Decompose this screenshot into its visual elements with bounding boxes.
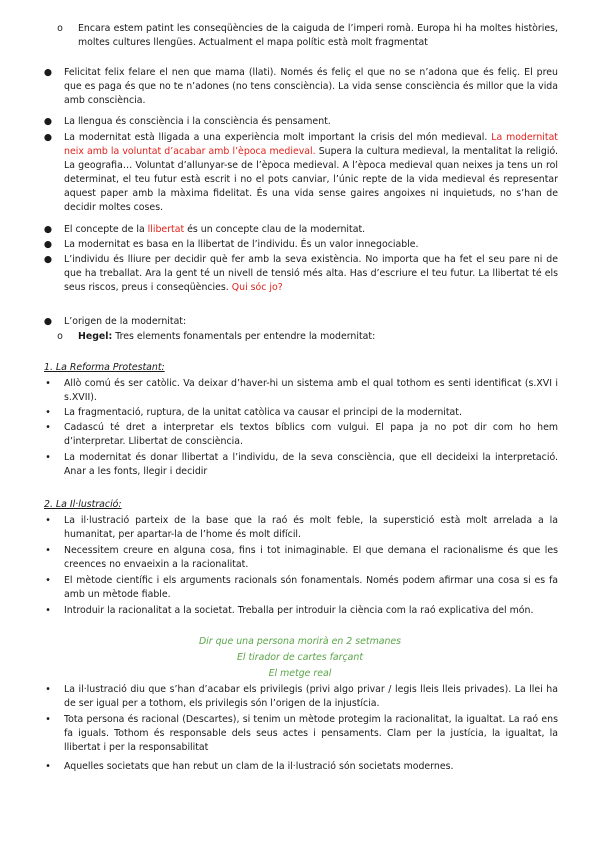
paragraph-illustracio-2: Necessitem creure en alguna cosa, fins i tot inimaginable. El que demana el racionalisme és que les creences no envaeixin a la racionalitat. bbox=[64, 545, 558, 570]
paragraph-illustracio-7: Aquelles societats que han rebut un clam de la il·lustració són societats modernes. bbox=[64, 761, 454, 772]
paragraph-origen: L’origen de la modernitat: bbox=[64, 316, 187, 327]
bullet-marker: ● bbox=[43, 224, 53, 235]
paragraph-illustracio-4: Introduir la racionalitat a la societat. Treballa per introduir la ciència com la raó explicativa del món. bbox=[64, 605, 534, 616]
bullet-marker: • bbox=[45, 515, 51, 526]
bullet-marker: ● bbox=[43, 132, 53, 143]
quote-line-1: Dir que una persona morirà en 2 setmanes bbox=[198, 636, 402, 647]
text-run: Tres elements fonamentals per entendre la modernitat: bbox=[112, 331, 376, 342]
text-run: Supera la cultura medieval, la mentalitat la religió. La geografia… Voluntat d’allunyar-se de l’època medieval. A l’època medieval quan neixes ja tens un rol determinat, el teu futur està escrit i no el pots canviar, l’únic repte de la vida medieval és representar aquest paper amb la màxima fidelitat. És una vida sense gaires angoixes ni inquietuds, no s’han de decidir moltes coses. bbox=[64, 146, 558, 213]
bullet-marker: ● bbox=[43, 67, 53, 78]
text-run: El concepte de la bbox=[64, 224, 148, 235]
bullet-marker: • bbox=[45, 684, 51, 695]
bullet-marker: • bbox=[45, 575, 51, 586]
paragraph-llengua: La llengua és consciència i la consciència és pensament. bbox=[64, 116, 331, 127]
paragraph-roman-empire: Encara estem patint les conseqüències de la caiguda de l’imperi romà. Europa hi ha moltes històries, moltes cultures llengües. Actualment el mapa polític està molt fragmentat bbox=[78, 23, 558, 48]
text-run: La modernitat està lligada a una experiència molt important la crisis del món medieval. bbox=[64, 132, 492, 143]
paragraph-individu-lliure bbox=[64, 253, 558, 295]
paragraph-illustracio-3: El mètode científic i els arguments racionals són fonamentals. Només podem afirmar una cosa si es fa amb un mètode fiable. bbox=[64, 575, 558, 600]
bullet-marker: • bbox=[45, 378, 51, 389]
bullet-marker: • bbox=[45, 452, 51, 463]
sub-bullet-marker: o bbox=[57, 23, 63, 34]
highlight-red: llibertat bbox=[147, 224, 185, 235]
paragraph-llibertat bbox=[64, 223, 558, 237]
bullet-marker: • bbox=[45, 761, 51, 772]
text-run: és un concepte clau de la modernitat. bbox=[184, 224, 366, 235]
quote-line-3: El metge real bbox=[268, 668, 332, 679]
paragraph-reforma-3: Cadascú té dret a interpretar els textos bíblics com vulgui. El papa ja no pot dir com ho hem d’interpretar. Llibertat de consciència. bbox=[64, 422, 558, 447]
bullet-marker: • bbox=[45, 422, 51, 433]
heading-illustracio: 2. La Il·lustració: bbox=[44, 499, 122, 510]
paragraph-individu: La modernitat es basa en la llibertat de l’individu. És un valor innegociable. bbox=[64, 239, 419, 250]
paragraph-hegel bbox=[78, 330, 558, 344]
bullet-marker: ● bbox=[43, 239, 53, 250]
bullet-marker: • bbox=[45, 605, 51, 616]
paragraph-felicitat: Felicitat felix felare el nen que mama (llati). Només és feliç el que no se n’adona que és feliç. El preu que es paga és que no te n’adones (no tens consciència). La vida sense consciència és millor que la vida amb consciència. bbox=[64, 67, 558, 106]
bullet-marker: ● bbox=[43, 254, 53, 265]
paragraph-reforma-4: La modernitat és donar llibertat a l’individu, de la seva consciència, que ell decideixi la interpretació. Anar a les fonts, llegir i decidir bbox=[64, 452, 558, 477]
paragraph-illustracio-6: Tota persona és racional (Descartes), si tenim un mètode protegim la racionalitat, la igualtat. La raó ens fa iguals. Tothom és responsable dels seus actes i pensaments. Clam per la justícia, la igualtat, la llibertat i per la responsabilitat bbox=[64, 714, 558, 753]
paragraph-illustracio-1: La il·lustració parteix de la base que la raó és molt feble, la superstició està molt arrelada a la humanitat, per apartar-la de l’home és molt difícil. bbox=[64, 515, 558, 540]
hegel-label: Hegel: bbox=[78, 331, 113, 342]
bullet-marker: ● bbox=[43, 116, 53, 127]
quote-line-2: El tirador de cartes farçant bbox=[236, 652, 364, 663]
paragraph-illustracio-5: La il·lustració diu que s’han d’acabar els privilegis (privi algo privar / legis lleis lleis privades). La llei ha de ser igual per a tothom, els privilegis són l’origen de la injustícia. bbox=[64, 684, 558, 709]
heading-reforma: 1. La Reforma Protestant: bbox=[44, 362, 165, 373]
sub-bullet-marker: o bbox=[57, 331, 63, 342]
bullet-marker: • bbox=[45, 545, 51, 556]
highlight-red: Qui sóc jo? bbox=[231, 282, 283, 293]
bullet-marker: ● bbox=[43, 316, 53, 327]
paragraph-modernitat-medieval bbox=[64, 131, 558, 215]
bullet-marker: • bbox=[45, 407, 51, 418]
highlight-red: La modernitat neix amb la voluntat d’acabar amb l’època medieval. bbox=[64, 132, 558, 157]
bullet-marker: • bbox=[45, 714, 51, 725]
paragraph-reforma-1: Allò comú és ser catòlic. Va deixar d’haver-hi un sistema amb el qual tothom es senti identificat (s.XVI i s.XVII). bbox=[64, 378, 558, 403]
paragraph-reforma-2: La fragmentació, ruptura, de la unitat catòlica va causar el principi de la modernitat. bbox=[64, 407, 462, 418]
text-run: L’individu és lliure per decidir què fer amb la seva existència. No importa que ha fet el seu pare ni de que ha treballat. Ara la gent té un nivell de tensió més alta. Has d’escriure el teu futur. La llibertat té els seus riscos, preus i conseqüències. bbox=[64, 254, 558, 293]
